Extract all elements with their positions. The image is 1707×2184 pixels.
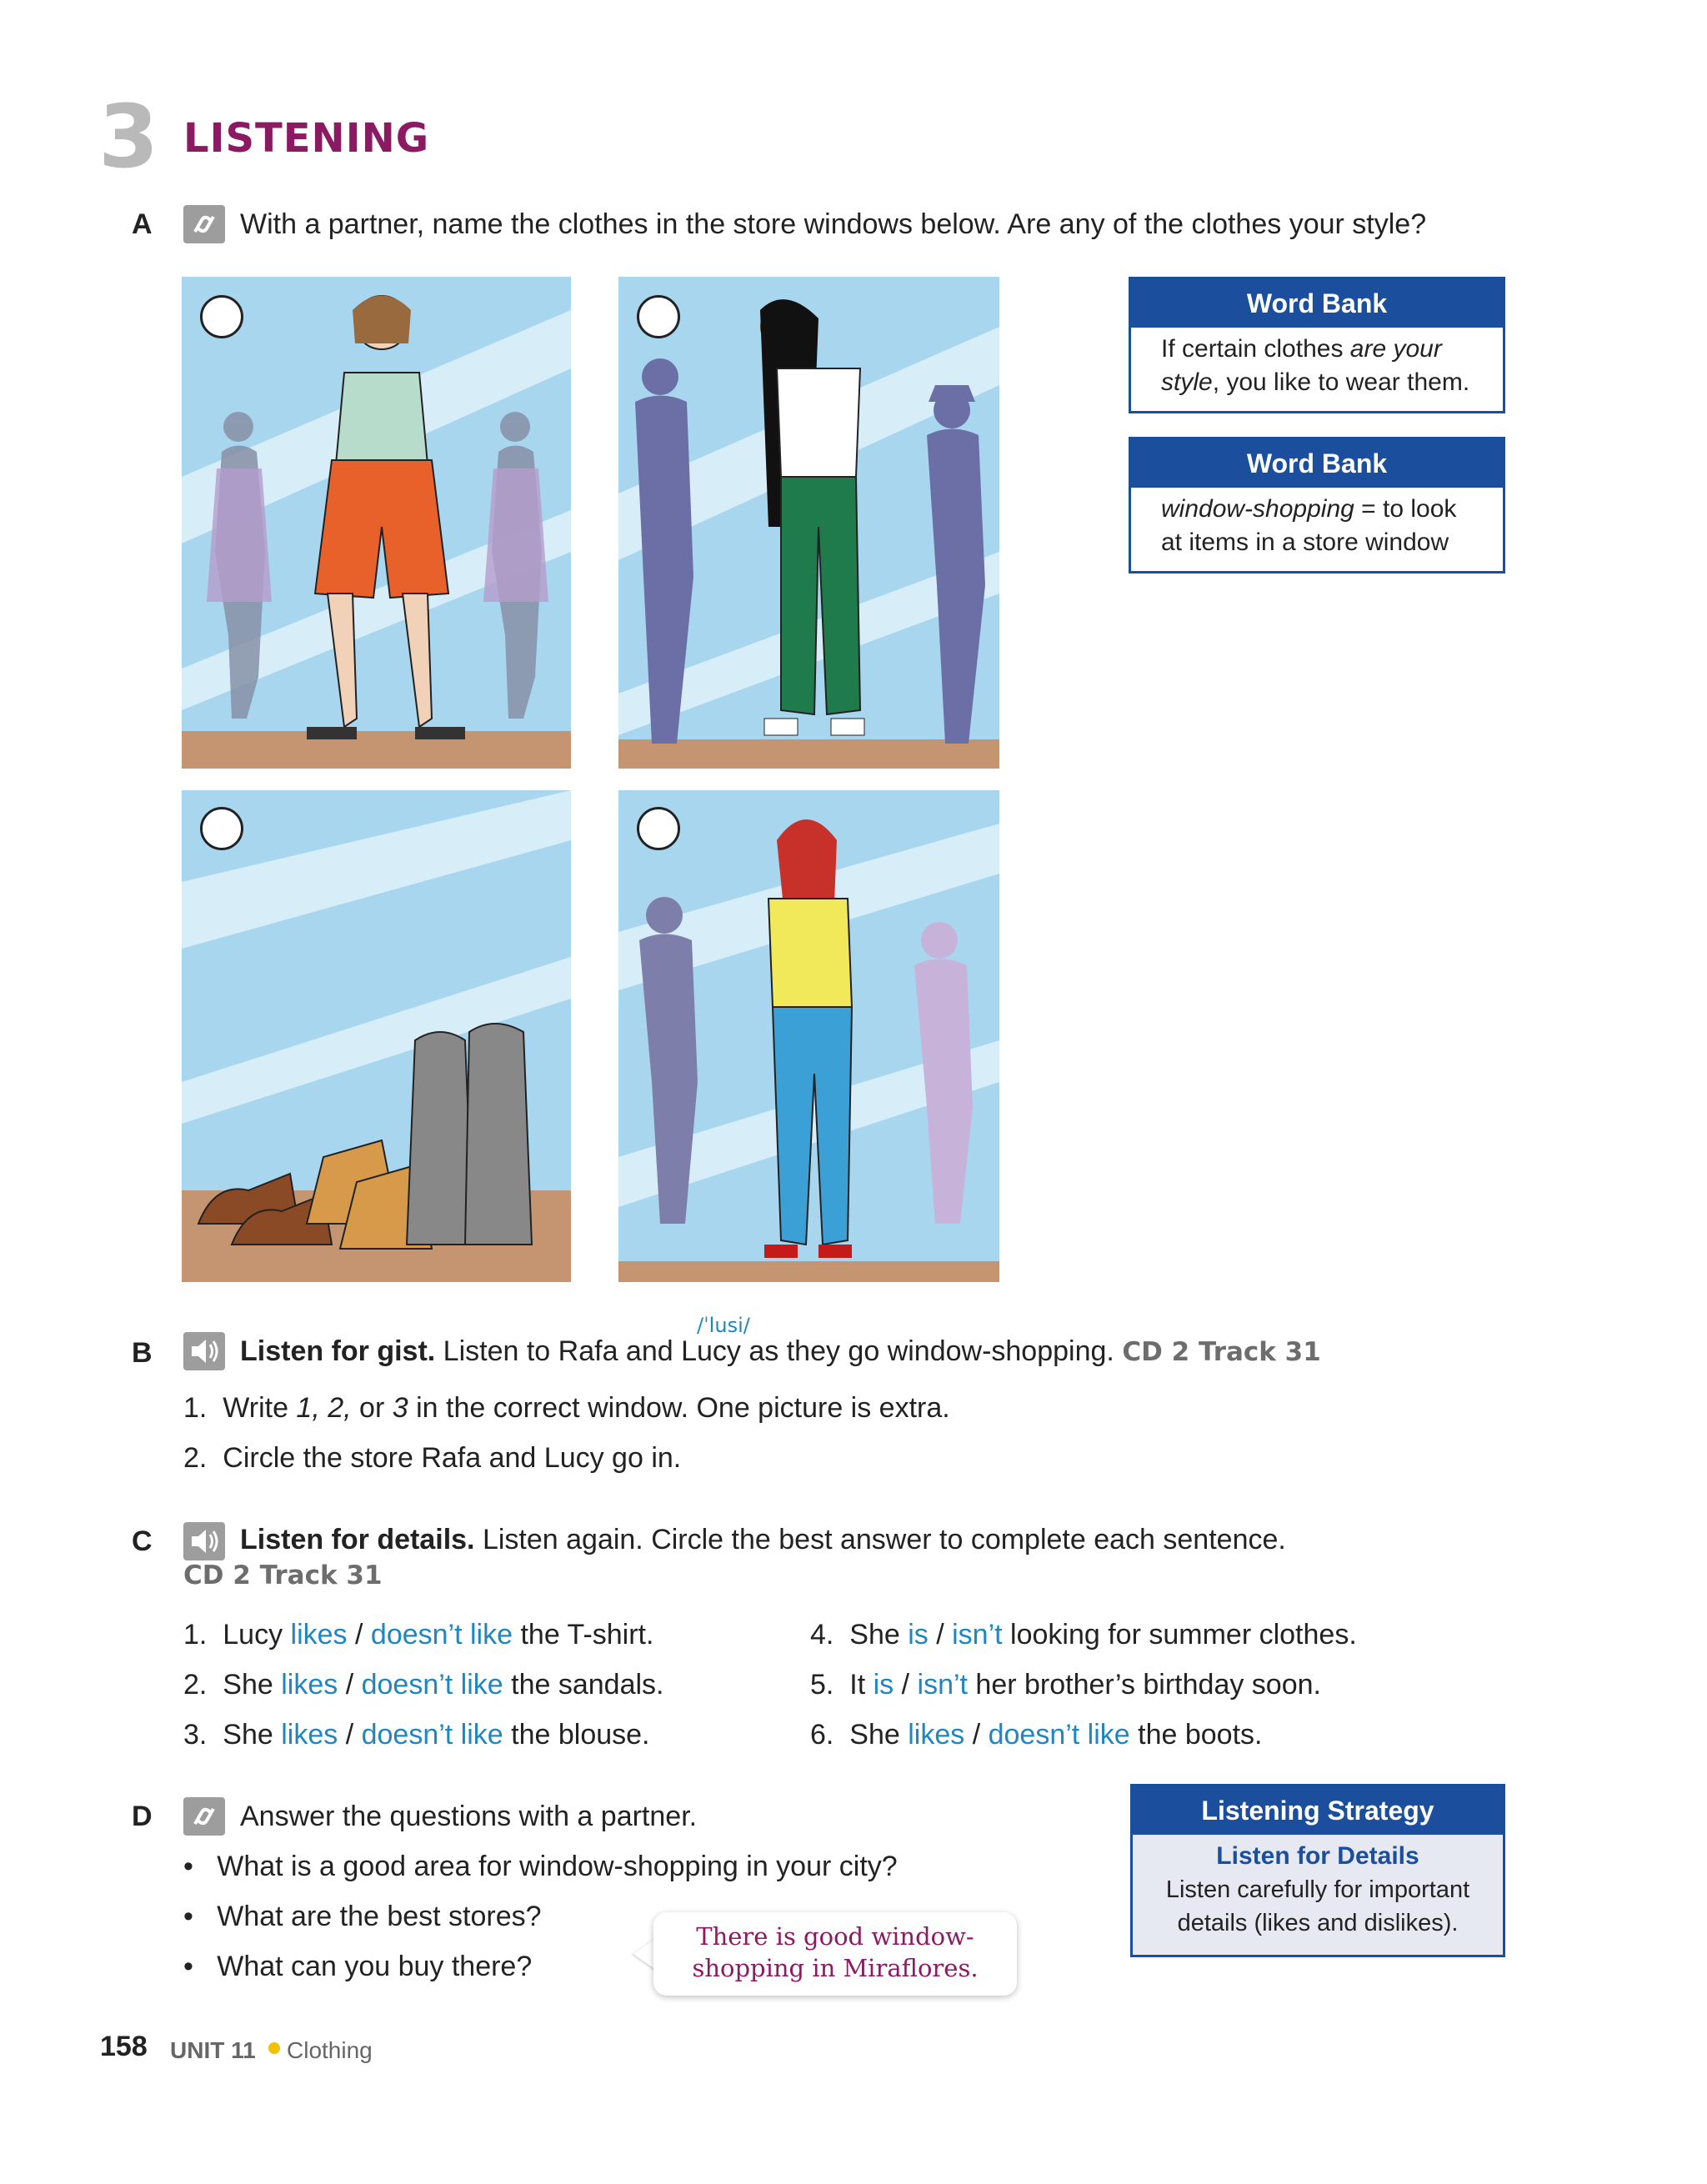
exercise-d-bullet-3: • What can you buy there? [183,1951,533,1982]
word-bank-style [1129,277,1505,413]
exercise-d-bullet-1: • What is a good area for window-shopping in your city? [183,1851,898,1882]
answer-circle-window-2[interactable] [637,295,680,338]
audio-speaker-icon[interactable] [183,1332,225,1370]
strategy-text-line-2: details (likes and dislikes). [1177,1910,1459,1936]
option-doesnt-like[interactable]: doesn’t like [370,1619,513,1651]
exercise-c-item-4: 4. She is / isn’t looking for summer clothes. [810,1619,1357,1651]
exercise-b-item-1: 1. Write 1, 2, or 3 in the correct window. One picture is extra. [183,1392,950,1424]
store-window-3 [182,790,571,1282]
exercise-c-item-6: 6. She likes / doesn’t like the boots. [810,1719,1263,1751]
exercise-c-item-2: 2. She likes / doesn’t like the sandals. [183,1669,664,1701]
exercise-c-item-1: 1. Lucy likes / doesn’t like the T-shirt. [183,1619,654,1651]
answer-circle-window-1[interactable] [200,295,243,338]
page-number: 158 [100,2031,148,2062]
word-bank-title: Word Bank [1131,279,1503,328]
speech-bubble-line-2: shopping in Miraflores. [692,1954,979,1982]
pronunciation-note: /ˈlusi/ [697,1314,750,1337]
exercise-c-item-3: 3. She likes / doesn’t like the blouse. [183,1719,650,1751]
option-isnt[interactable]: isn’t [917,1669,968,1701]
exercise-a-instruction: With a partner, name the clothes in the store windows below. Are any of the clothes your style? [240,208,1427,240]
option-likes[interactable]: likes [290,1619,348,1651]
store-window-2 [618,277,999,769]
exercise-c-item-5: 5. It is / isn’t her brother’s birthday soon. [810,1669,1321,1701]
option-is[interactable]: is [873,1669,894,1701]
answer-circle-window-3[interactable] [200,807,243,850]
exercise-b-instruction: Listen for gist. Listen to Rafa and Lucy as they go window-shopping. CD 2 Track 31 [240,1335,1321,1367]
option-doesnt-like[interactable]: doesn’t like [361,1719,503,1751]
option-likes[interactable]: likes [908,1719,965,1751]
exercise-d-bullet-2: • What are the best stores? [183,1901,542,1932]
option-doesnt-like[interactable]: doesn’t like [361,1669,503,1701]
option-likes[interactable]: likes [281,1669,338,1701]
option-doesnt-like[interactable]: doesn’t like [988,1719,1130,1751]
store-window-1 [182,277,571,769]
listening-strategy-box [1130,1784,1505,1957]
section-number: 3 [98,86,159,188]
store-window-4 [618,790,999,1282]
unit-topic: Clothing [287,2037,373,2063]
word-bank-window-shopping [1129,437,1505,574]
exercise-letter-d: D [132,1801,153,1832]
audio-speaker-icon[interactable] [183,1522,225,1560]
speech-bubble [653,1912,1017,1996]
exercise-letter-b: B [132,1337,153,1369]
exercise-b-item-2: 2. Circle the store Rafa and Lucy go in. [183,1442,682,1474]
speech-bubble-line-1: There is good window- [696,1922,974,1951]
section-title: LISTENING [183,115,430,162]
unit-label: UNIT 11 [170,2037,256,2063]
cd-track-label: CD 2 Track 31 [1122,1337,1321,1367]
strategy-text-line-1: Listen carefully for important [1165,1876,1470,1903]
pair-work-icon [183,1797,225,1836]
option-likes[interactable]: likes [281,1719,338,1751]
exercise-c-instruction: Listen for details. Listen again. Circle the best answer to complete each sentence. [240,1524,1286,1555]
footer-dot-icon [268,2042,280,2054]
word-bank-definition: If certain clothes are your style, you like to wear them. [1161,335,1470,396]
cd-track-label: CD 2 Track 31 [183,1560,383,1590]
pair-work-icon [183,205,225,243]
exercise-d-instruction: Answer the questions with a partner. [240,1801,698,1832]
exercise-letter-a: A [132,208,153,240]
option-is[interactable]: is [908,1619,929,1651]
strategy-title: Listening Strategy [1133,1786,1503,1835]
word-bank-definition: window-shopping = to look at items in a store window [1161,495,1457,556]
option-isnt[interactable]: isn’t [952,1619,1003,1651]
answer-circle-window-4[interactable] [637,807,680,850]
word-bank-title: Word Bank [1131,439,1503,488]
strategy-subtitle: Listen for Details [1216,1842,1419,1870]
exercise-letter-c: C [132,1525,153,1557]
